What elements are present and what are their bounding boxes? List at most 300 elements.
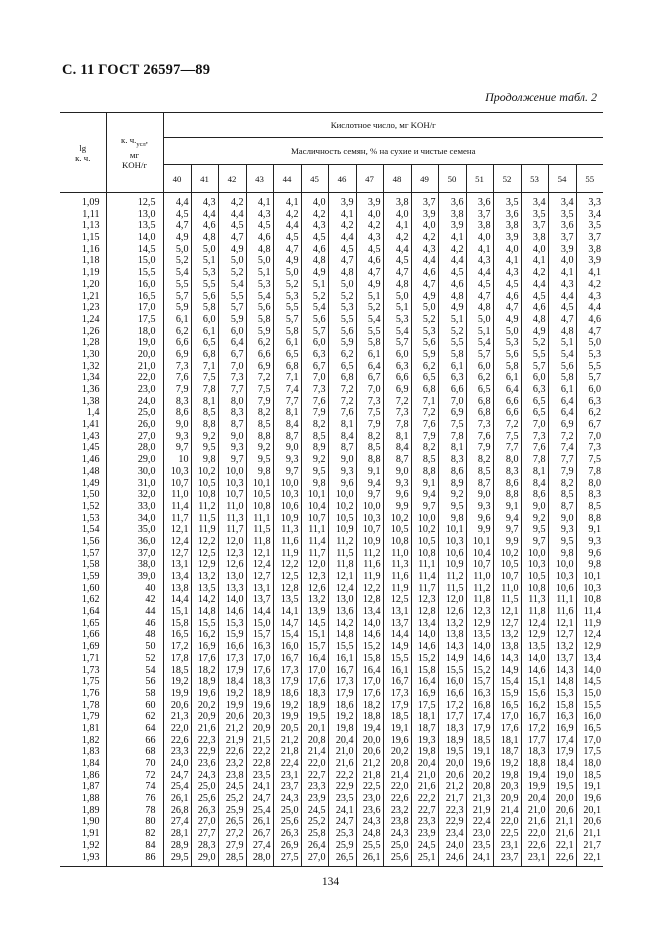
cell-value: 15,8 — [411, 665, 438, 677]
cell-value: 24,7 — [246, 793, 273, 805]
cell-acid-number: 12,5 — [106, 193, 163, 209]
cell-value: 17,0 — [246, 653, 273, 665]
cell-value: 10,0 — [521, 548, 548, 560]
cell-lg: 1,58 — [81, 559, 100, 571]
cell-value: 10,8 — [246, 501, 273, 513]
cell-value: 7,9 — [163, 384, 191, 396]
cell-value: 11,9 — [383, 583, 411, 595]
cell-value: 23,4 — [438, 828, 466, 840]
cell-value: 21,4 — [493, 805, 521, 817]
cell-value: 4,1 — [383, 220, 411, 232]
cell-value: 14,0 — [576, 665, 603, 677]
cell-value: 7,9 — [548, 466, 576, 478]
table-row — [60, 793, 603, 805]
table-continuation-label: Продолжение табл. 2 — [485, 90, 597, 104]
cell-value: 19,6 — [191, 688, 218, 700]
cell-value: 8,4 — [383, 442, 411, 454]
table-row — [60, 478, 603, 490]
cell-value: 16,9 — [191, 641, 218, 653]
cell-value: 25,8 — [301, 828, 328, 840]
cell-value: 6,5 — [466, 384, 493, 396]
cell-value: 12,0 — [301, 559, 328, 571]
cell-value: 6,4 — [548, 396, 576, 408]
cell-value: 11,5 — [438, 583, 466, 595]
cell-lg: 1,79 — [81, 711, 100, 723]
table-row — [60, 302, 603, 314]
cell-value: 24,5 — [301, 805, 328, 817]
cell-value: 22,1 — [576, 852, 603, 864]
cell-value: 7,2 — [411, 407, 438, 419]
cell-value: 8,6 — [163, 407, 191, 419]
cell-acid-number: 13,5 — [106, 220, 163, 232]
cell-value: 15,1 — [521, 676, 548, 688]
table-row — [60, 431, 603, 443]
cell-lg: 1,09 — [81, 197, 100, 208]
cell-value: 4,5 — [246, 220, 273, 232]
cell-value: 9,4 — [493, 513, 521, 525]
cell-value: 4,2 — [328, 220, 356, 232]
cell-value: 5,2 — [438, 326, 466, 338]
cell-value: 20,6 — [438, 770, 466, 782]
cell-value: 19,9 — [163, 688, 191, 700]
cell-value: 22,0 — [521, 828, 548, 840]
cell-value: 15,6 — [521, 688, 548, 700]
cell-value: 20,8 — [383, 758, 411, 770]
cell-value: 6,2 — [163, 326, 191, 338]
cell-value: 7,2 — [246, 372, 273, 384]
cell-value: 4,1 — [576, 267, 603, 279]
cell-value: 8,7 — [218, 419, 246, 431]
cell-value: 24,1 — [246, 781, 273, 793]
cell-value: 15,8 — [356, 653, 383, 665]
cell-value: 5,1 — [191, 255, 218, 267]
cell-value: 23,3 — [301, 781, 328, 793]
cell-value: 5,5 — [191, 279, 218, 291]
cell-value: 6,1 — [273, 337, 301, 349]
cell-value: 26,1 — [163, 793, 191, 805]
cell-lg: 1,30 — [81, 348, 100, 360]
cell-value: 6,7 — [356, 372, 383, 384]
cell-lg: 1,83 — [81, 746, 100, 758]
cell-value: 9,2 — [521, 513, 548, 525]
cell-value: 6,0 — [576, 384, 603, 396]
cell-value: 9,3 — [466, 501, 493, 513]
cell-value: 21,7 — [576, 840, 603, 852]
cell-value: 4,5 — [466, 279, 493, 291]
cell-value: 5,8 — [191, 302, 218, 314]
cell-value: 8,1 — [383, 431, 411, 443]
cell-value: 5,2 — [521, 337, 548, 349]
cell-value: 11,3 — [218, 513, 246, 525]
cell-acid-number: 15,5 — [106, 267, 163, 279]
cell-value: 11,9 — [576, 618, 603, 630]
cell-value: 14,2 — [191, 594, 218, 606]
cell-value: 23,2 — [218, 758, 246, 770]
cell-value: 19,2 — [163, 676, 191, 688]
cell-value: 4,0 — [493, 244, 521, 256]
cell-acid-number: 58 — [106, 688, 163, 700]
cell-value: 7,6 — [521, 442, 548, 454]
cell-value: 26,5 — [328, 852, 356, 864]
cell-lg: 1,28 — [81, 337, 100, 349]
cell-value: 9,9 — [466, 524, 493, 536]
cell-value: 19,5 — [548, 781, 576, 793]
cell-value: 6,6 — [493, 407, 521, 419]
cell-value: 3,7 — [521, 220, 548, 232]
cell-value: 15,7 — [301, 641, 328, 653]
cell-value: 8,7 — [328, 442, 356, 454]
cell-value: 4,4 — [466, 267, 493, 279]
cell-value: 23,6 — [356, 805, 383, 817]
table-row — [60, 571, 603, 583]
cell-value: 17,7 — [521, 735, 548, 747]
cell-value: 15,3 — [218, 618, 246, 630]
table-row — [60, 232, 603, 244]
cell-value: 21,1 — [576, 828, 603, 840]
cell-value: 15,5 — [383, 653, 411, 665]
cell-value: 17,9 — [383, 700, 411, 712]
cell-value: 9,4 — [356, 478, 383, 490]
cell-value: 8,8 — [411, 466, 438, 478]
cell-value: 26,9 — [273, 840, 301, 852]
cell-value: 7,3 — [218, 372, 246, 384]
cell-value: 4,8 — [521, 314, 548, 326]
cell-acid-number: 50 — [106, 641, 163, 653]
cell-value: 29,0 — [191, 852, 218, 864]
cell-value: 4,4 — [411, 255, 438, 267]
cell-value: 25,0 — [273, 805, 301, 817]
cell-value: 17,2 — [521, 723, 548, 735]
cell-value: 6,5 — [273, 349, 301, 361]
cell-value: 23,7 — [273, 781, 301, 793]
cell-value: 23,1 — [493, 840, 521, 852]
cell-value: 8,2 — [301, 419, 328, 431]
cell-value: 16,0 — [438, 676, 466, 688]
cell-value: 14,4 — [246, 606, 273, 618]
cell-value: 16,3 — [548, 711, 576, 723]
cell-value: 5,7 — [301, 326, 328, 338]
cell-acid-number: 22,0 — [106, 372, 163, 384]
cell-value: 22,5 — [493, 828, 521, 840]
cell-value: 17,6 — [493, 723, 521, 735]
cell-value: 15,7 — [246, 629, 273, 641]
cell-lg: 1,32 — [81, 360, 100, 372]
cell-value: 11,4 — [576, 606, 603, 618]
cell-value: 5,9 — [411, 349, 438, 361]
cell-value: 11,5 — [191, 513, 218, 525]
cell-value: 6,9 — [163, 349, 191, 361]
cell-value: 6,0 — [191, 314, 218, 326]
cell-value: 11,0 — [383, 548, 411, 560]
cell-value: 27,2 — [218, 828, 246, 840]
cell-value: 4,7 — [411, 279, 438, 291]
cell-value: 24,3 — [383, 828, 411, 840]
cell-value: 7,7 — [218, 384, 246, 396]
cell-value: 7,4 — [548, 442, 576, 454]
cell-value: 28,5 — [218, 852, 246, 864]
cell-value: 23,5 — [246, 770, 273, 782]
cell-value: 6,9 — [383, 384, 411, 396]
cell-value: 11,6 — [356, 559, 383, 571]
cell-value: 7,6 — [163, 372, 191, 384]
cell-value: 9,5 — [191, 442, 218, 454]
cell-value: 20,0 — [548, 793, 576, 805]
table-row — [60, 828, 603, 840]
cell-value: 4,7 — [576, 326, 603, 338]
cell-value: 4,2 — [411, 232, 438, 244]
cell-value: 4,4 — [521, 279, 548, 291]
cell-value: 24,6 — [438, 852, 466, 864]
cell-value: 19,8 — [328, 723, 356, 735]
cell-value: 9,9 — [493, 536, 521, 548]
cell-value: 3,6 — [438, 193, 466, 209]
cell-value: 5,1 — [301, 279, 328, 291]
cell-value: 7,7 — [273, 396, 301, 408]
cell-value: 6,5 — [328, 361, 356, 373]
cell-value: 5,6 — [191, 291, 218, 303]
cell-value: 21,6 — [411, 781, 438, 793]
cell-value: 21,8 — [356, 770, 383, 782]
cell-value: 21,5 — [246, 735, 273, 747]
cell-value: 10,9 — [273, 513, 301, 525]
cell-value: 18,0 — [576, 758, 603, 770]
cell-value: 4,8 — [246, 244, 273, 256]
table-row — [60, 396, 603, 408]
page-number: 134 — [321, 876, 340, 888]
cell-value: 3,7 — [411, 193, 438, 209]
cell-value: 5,0 — [246, 255, 273, 267]
table-row — [60, 606, 603, 618]
cell-value: 18,5 — [163, 665, 191, 677]
cell-value: 4,7 — [383, 267, 411, 279]
cell-value: 8,3 — [493, 466, 521, 478]
cell-value: 21,7 — [438, 793, 466, 805]
cell-value: 8,1 — [438, 442, 466, 454]
column-header-lg-line1: lg — [79, 142, 87, 153]
cell-value: 12,1 — [548, 618, 576, 630]
cell-value: 29,5 — [163, 852, 191, 864]
cell-value: 4,6 — [411, 267, 438, 279]
cell-value: 13,5 — [521, 641, 548, 653]
cell-value: 8,8 — [191, 419, 218, 431]
cell-value: 4,5 — [163, 209, 191, 221]
cell-value: 12,4 — [576, 629, 603, 641]
cell-value: 8,2 — [246, 407, 273, 419]
cell-acid-number: 25,0 — [106, 407, 163, 419]
cell-value: 22,6 — [548, 852, 576, 864]
cell-value: 4,7 — [466, 291, 493, 303]
cell-value: 15,5 — [191, 618, 218, 630]
cell-value: 4,4 — [191, 209, 218, 221]
cell-acid-number: 38,0 — [106, 559, 163, 571]
cell-value: 6,4 — [218, 337, 246, 349]
cell-value: 5,3 — [191, 267, 218, 279]
cell-value: 4,8 — [301, 255, 328, 267]
cell-value: 23,8 — [383, 816, 411, 828]
cell-value: 10,1 — [466, 536, 493, 548]
cell-value: 16,1 — [328, 653, 356, 665]
cell-value: 27,4 — [163, 816, 191, 828]
cell-value: 16,0 — [273, 641, 301, 653]
cell-value: 10,5 — [493, 559, 521, 571]
cell-value: 5,0 — [466, 314, 493, 326]
cell-value: 7,5 — [576, 454, 603, 466]
cell-value: 4,3 — [301, 220, 328, 232]
cell-value: 10,6 — [438, 548, 466, 560]
cell-value: 21,8 — [273, 746, 301, 758]
cell-value: 10,0 — [356, 501, 383, 513]
cell-acid-number: 17,5 — [106, 314, 163, 326]
table-row — [60, 407, 603, 419]
cell-value: 16,0 — [576, 711, 603, 723]
cell-value: 18,7 — [411, 723, 438, 735]
cell-value: 8,6 — [493, 478, 521, 490]
cell-value: 11,0 — [466, 571, 493, 583]
cell-value: 8,5 — [466, 466, 493, 478]
cell-value: 5,5 — [218, 291, 246, 303]
cell-value: 5,4 — [246, 291, 273, 303]
cell-value: 10,7 — [163, 478, 191, 490]
table-row — [60, 337, 603, 349]
cell-value: 20,6 — [356, 746, 383, 758]
cell-value: 15,4 — [493, 676, 521, 688]
cell-value: 12,2 — [356, 583, 383, 595]
cell-value: 6,5 — [521, 407, 548, 419]
cell-lg: 1,76 — [81, 687, 100, 699]
cell-value: 19,9 — [218, 700, 246, 712]
cell-acid-number: 16,0 — [106, 279, 163, 291]
cell-value: 17,9 — [548, 746, 576, 758]
cell-value: 4,6 — [246, 232, 273, 244]
cell-value: 18,2 — [191, 665, 218, 677]
cell-value: 22,6 — [163, 735, 191, 747]
cell-value: 4,1 — [273, 193, 301, 209]
table-row — [60, 419, 603, 431]
cell-value: 22,6 — [383, 793, 411, 805]
cell-value: 10,8 — [411, 548, 438, 560]
cell-value: 7,9 — [356, 419, 383, 431]
cell-value: 5,3 — [273, 291, 301, 303]
cell-value: 17,2 — [438, 700, 466, 712]
cell-value: 15,1 — [301, 629, 328, 641]
cell-lg: 1,4 — [86, 407, 100, 419]
cell-value: 25,2 — [301, 816, 328, 828]
cell-value: 22,3 — [438, 805, 466, 817]
cell-value: 12,7 — [493, 618, 521, 630]
cell-value: 6,1 — [548, 384, 576, 396]
cell-value: 12,7 — [163, 548, 191, 560]
table-row — [60, 466, 603, 478]
cell-value: 17,2 — [163, 641, 191, 653]
cell-value: 13,1 — [163, 559, 191, 571]
cell-value: 4,8 — [438, 291, 466, 303]
cell-value: 3,3 — [576, 193, 603, 209]
cell-value: 4,6 — [576, 314, 603, 326]
table-row — [60, 723, 603, 735]
cell-value: 17,6 — [356, 688, 383, 700]
cell-lg: 1,56 — [81, 535, 100, 547]
cell-acid-number: 29,0 — [106, 454, 163, 466]
table-row — [60, 291, 603, 303]
cell-value: 20,6 — [576, 816, 603, 828]
cell-value: 21,3 — [163, 711, 191, 723]
cell-value: 9,1 — [576, 524, 603, 536]
cell-value: 9,3 — [163, 431, 191, 443]
cell-value: 19,0 — [548, 770, 576, 782]
cell-value: 14,9 — [438, 653, 466, 665]
cell-value: 12,8 — [411, 606, 438, 618]
cell-value: 9,1 — [356, 466, 383, 478]
cell-value: 21,2 — [273, 735, 301, 747]
cell-value: 13,5 — [191, 583, 218, 595]
cell-value: 28,1 — [163, 828, 191, 840]
table-row — [60, 384, 603, 396]
cell-value: 10,3 — [438, 536, 466, 548]
cell-lg: 1,43 — [81, 430, 100, 442]
cell-value: 12,3 — [218, 548, 246, 560]
cell-value: 5,1 — [548, 337, 576, 349]
table-row — [60, 735, 603, 747]
cell-value: 22,7 — [301, 770, 328, 782]
cell-value: 4,8 — [466, 302, 493, 314]
cell-lg: 1,16 — [81, 243, 100, 255]
cell-value: 4,7 — [356, 267, 383, 279]
cell-lg: 1,75 — [81, 676, 100, 688]
cell-value: 13,4 — [576, 653, 603, 665]
cell-value: 25,5 — [356, 840, 383, 852]
table-row — [60, 852, 603, 864]
cell-value: 7,3 — [466, 419, 493, 431]
cell-acid-number: 46 — [106, 618, 163, 630]
cell-value: 12,9 — [466, 618, 493, 630]
cell-value: 22,8 — [246, 758, 273, 770]
cell-value: 19,9 — [521, 781, 548, 793]
cell-value: 20,6 — [548, 805, 576, 817]
cell-value: 20,1 — [301, 723, 328, 735]
cell-value: 4,8 — [191, 232, 218, 244]
cell-value: 3,6 — [466, 193, 493, 209]
cell-value: 9,3 — [576, 536, 603, 548]
column-header-oil-48: 48 — [383, 165, 411, 193]
cell-value: 11,6 — [273, 536, 301, 548]
cell-value: 20,2 — [466, 770, 493, 782]
column-header-oil-46: 46 — [328, 165, 356, 193]
cell-value: 6,9 — [548, 419, 576, 431]
cell-value: 6,1 — [191, 326, 218, 338]
cell-value: 13,2 — [191, 571, 218, 583]
cell-value: 5,2 — [356, 302, 383, 314]
cell-value: 20,3 — [246, 711, 273, 723]
cell-value: 6,4 — [356, 361, 383, 373]
cell-lg: 1,24 — [81, 313, 100, 325]
cell-value: 16,3 — [466, 688, 493, 700]
cell-value: 25,1 — [411, 852, 438, 864]
cell-value: 17,0 — [576, 735, 603, 747]
cell-value: 22,3 — [191, 735, 218, 747]
cell-value: 24,0 — [163, 758, 191, 770]
cell-value: 8,9 — [438, 478, 466, 490]
cell-value: 21,9 — [218, 735, 246, 747]
cell-value: 20,9 — [191, 711, 218, 723]
cell-value: 5,6 — [301, 314, 328, 326]
cell-value: 18,3 — [301, 688, 328, 700]
cell-value: 8,9 — [301, 442, 328, 454]
cell-lg: 1,18 — [81, 255, 100, 267]
cell-value: 5,5 — [356, 326, 383, 338]
cell-value: 18,6 — [273, 688, 301, 700]
cell-value: 9,7 — [218, 454, 246, 466]
cell-value: 11,3 — [273, 524, 301, 536]
